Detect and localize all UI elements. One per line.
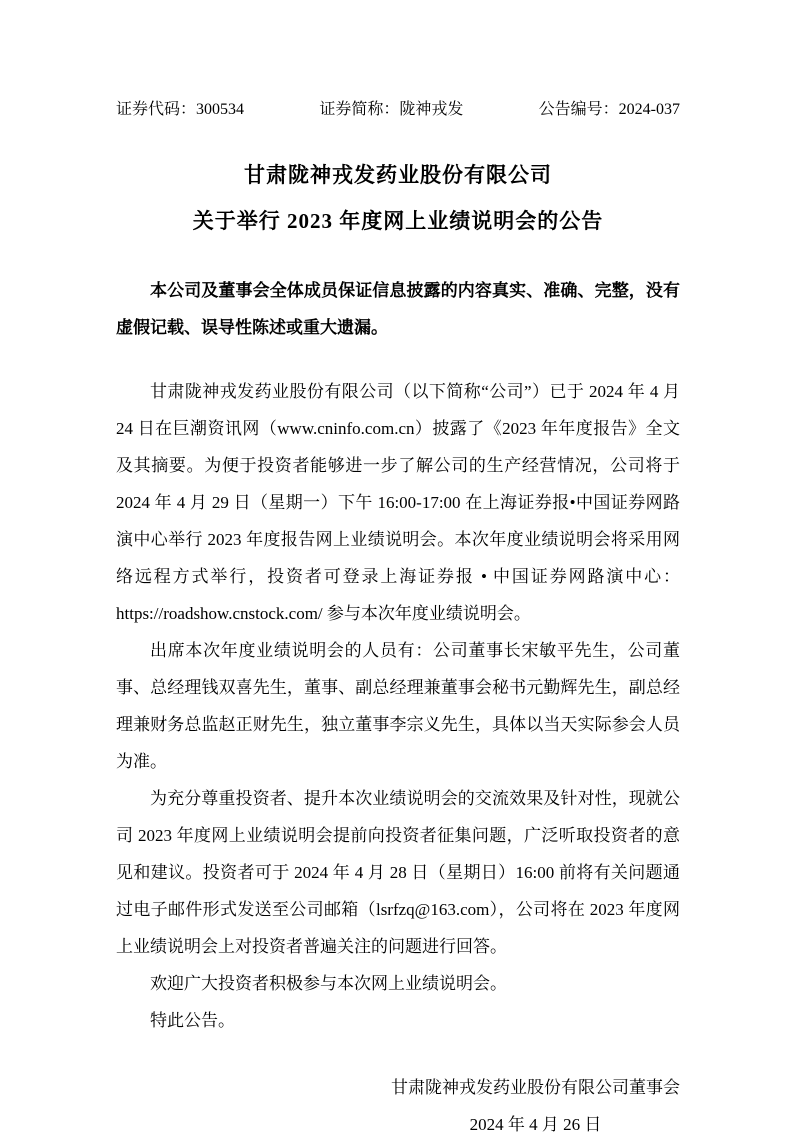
paragraph-question-collection: 为充分尊重投资者、提升本次业绩说明会的交流效果及针对性，现就公司 2023 年度网上业绩说明会提前向投资者征集问题，广泛听取投资者的意见和建议。投资者可于 2024 年 4 月 28 日（星期日）16:00 前将有关问题通过电子邮件形式发送至公司邮箱（lsrfzq@163.com），公司将在 2023 年度网上业绩说明会上对投资者普遍关注的问题进行回答。 — [116, 789, 680, 956]
signature-date: 2024 年 4 月 26 日 — [469, 1115, 602, 1134]
truthfulness-declaration: 本公司及董事会全体成员保证信息披露的内容真实、准确、完整，没有虚假记载、误导性陈述或重大遗漏。 — [116, 281, 680, 337]
announcement-number: 公告编号：2024-037 — [538, 101, 680, 118]
signature-block — [391, 1069, 680, 1143]
stock-code: 证券代码：300534 — [116, 101, 245, 118]
document-header — [116, 100, 680, 120]
title-company-name: 甘肃陇神戎发药业股份有限公司 — [244, 163, 552, 187]
signature-company: 甘肃陇神戎发药业股份有限公司董事会 — [391, 1078, 680, 1097]
stock-abbreviation: 证券简称：陇神戎发 — [319, 101, 464, 118]
document-title — [116, 152, 680, 244]
paragraph-attendees: 出席本次年度业绩说明会的人员有：公司董事长宋敏平先生，公司董事、总经理钱双喜先生，董事、副总经理兼董事会秘书元勤辉先生，副总经理兼财务总监赵正财先生，独立董事李宗义先生，具体以当天实际参会人员为准。 — [116, 641, 680, 771]
announcement-body — [116, 373, 680, 1039]
paragraph-disclosure-info: 甘肃陇神戎发药业股份有限公司（以下简称“公司”）已于 2024 年 4 月 24 日在巨潮资讯网（www.cninfo.com.cn）披露了《2023 年年度报告》全文及其摘要。为便于投资者能够进一步了解公司的生产经营情况，公司将于 2024 年 4 月 29 日（星期一）下午 16:00-17:00 在上海证券报•中国证券网路演中心举行 2023 年度报告网上业绩说明会。本次年度业绩说明会将采用网络远程方式举行，投资者可登录上海证券报 • 中国证券网路演中心：https://roadshow.cnstock.com/ 参与本次年度业绩说明会。 — [116, 382, 680, 623]
title-subject: 关于举行 2023 年度网上业绩说明会的公告 — [192, 209, 604, 233]
paragraph-welcome: 欢迎广大投资者积极参与本次网上业绩说明会。 — [150, 974, 507, 993]
paragraph-closing: 特此公告。 — [150, 1011, 235, 1030]
